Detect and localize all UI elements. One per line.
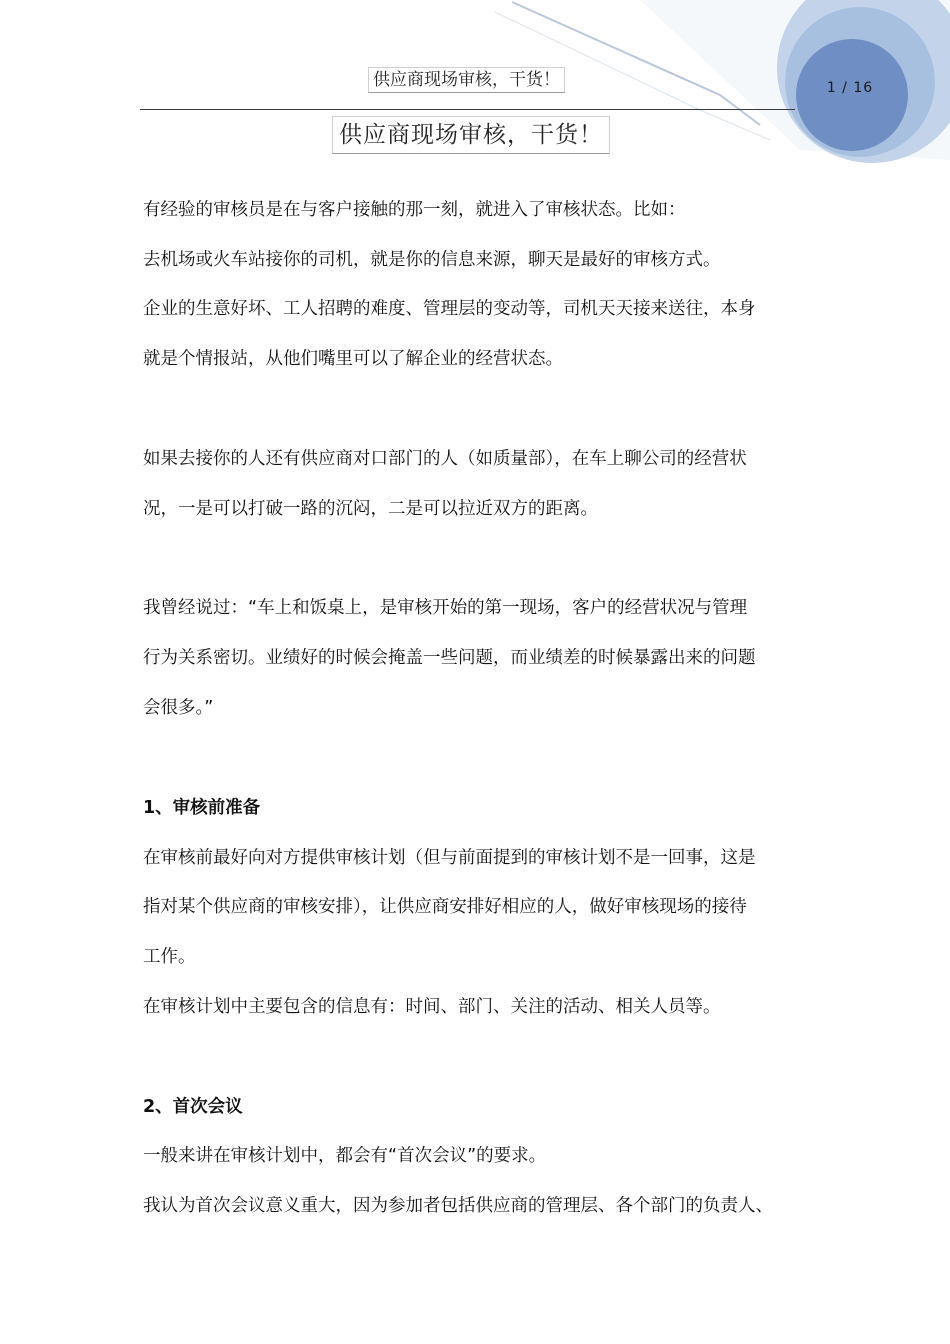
- quote-line: 行为关系密切。业绩好的时候会掩盖一些问题，而业绩差的时候暴露出来的问题: [143, 648, 756, 668]
- paragraph-line: 就是个情报站，从他们嘴里可以了解企业的经营状态。: [143, 349, 563, 369]
- paragraph-line: 在审核前最好向对方提供审核计划（但与前面提到的审核计划不是一回事，这是: [143, 848, 756, 868]
- paragraph-line: 我认为首次会议意义重大，因为参加者包括供应商的管理层、各个部门的负责人、: [143, 1196, 773, 1216]
- paragraph-line: 如果去接你的人还有供应商对口部门的人（如质量部），在车上聊公司的经营状: [143, 449, 747, 469]
- paragraph-line: 况，一是可以打破一路的沉闷，二是可以拉近双方的距离。: [143, 499, 598, 519]
- paragraph-line: 企业的生意好坏、工人招聘的难度、管理层的变动等，司机天天接来送往，本身: [143, 299, 756, 319]
- paragraph-line: 去机场或火车站接你的司机，就是你的信息来源，聊天是最好的审核方式。: [143, 250, 721, 270]
- header-divider: [140, 109, 795, 110]
- paragraph-line: 在审核计划中主要包含的信息有：时间、部门、关注的活动、相关人员等。: [143, 997, 721, 1017]
- running-header-title: 供应商现场审核，干货！: [368, 67, 565, 93]
- paragraph-line: 有经验的审核员是在与客户接触的那一刻，就进入了审核状态。比如：: [143, 200, 686, 220]
- paragraph-line: 工作。: [143, 947, 196, 967]
- paragraph-line: 一般来讲在审核计划中，都会有“首次会议”的要求。: [143, 1146, 547, 1166]
- page-number: 1 / 16: [826, 80, 874, 96]
- document-title: 供应商现场审核，干货！: [332, 116, 610, 154]
- quote-line: 我曾经说过：“车上和饭桌上，是审核开始的第一现场，客户的经营状况与管理: [143, 598, 748, 618]
- section-heading: 2、首次会议: [143, 1097, 243, 1117]
- header-decoration: [0, 0, 950, 200]
- paragraph-line: 指对某个供应商的审核安排），让供应商安排好相应的人，做好审核现场的接待: [143, 897, 747, 917]
- section-heading: 1、审核前准备: [143, 798, 261, 818]
- quote-line: 会很多。”: [143, 698, 214, 718]
